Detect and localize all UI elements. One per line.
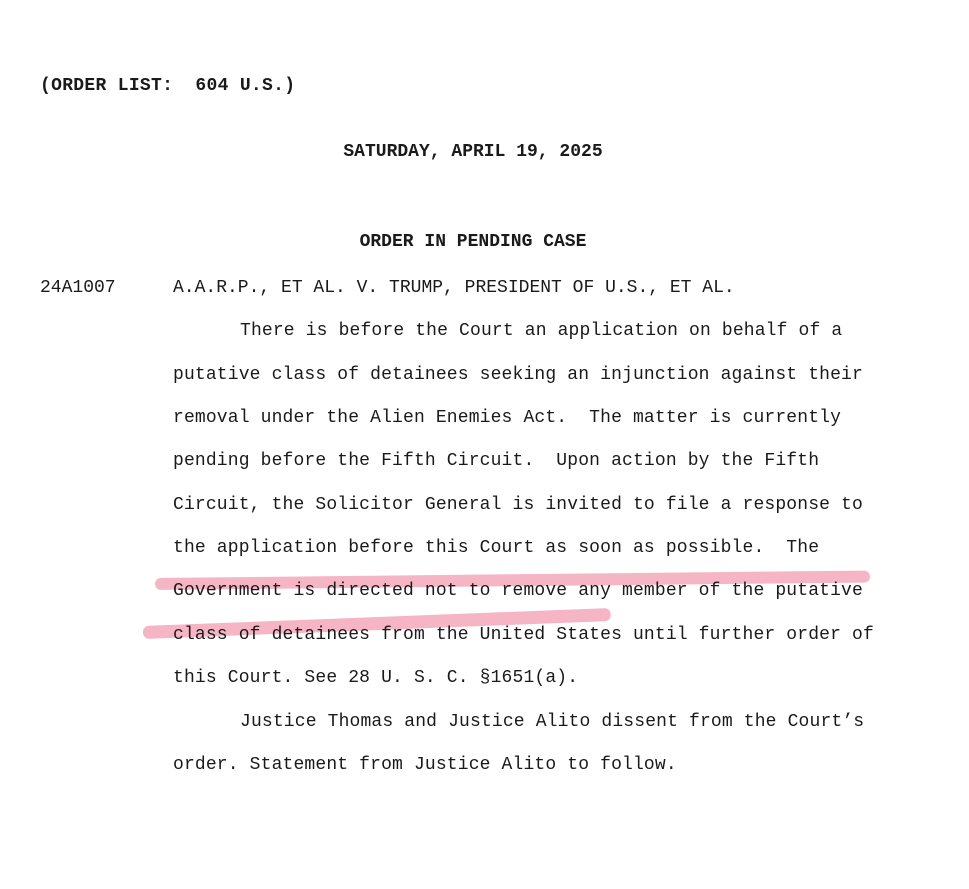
paragraph-line: Circuit, the Solicitor General is invited to file a response to	[173, 495, 863, 515]
paragraph-line: class of detainees from the United States until further order of	[173, 625, 874, 645]
date-heading: SATURDAY, APRIL 19, 2025	[343, 142, 603, 162]
paragraph-line: removal under the Alien Enemies Act. The matter is currently	[173, 408, 842, 428]
paragraph-line: Government is directed not to remove any member of the putative	[173, 581, 863, 601]
paragraph-line: pending before the Fifth Circuit. Upon action by the Fifth	[173, 451, 820, 471]
docket-number: 24A1007	[40, 278, 116, 298]
section-heading: ORDER IN PENDING CASE	[359, 232, 587, 252]
case-caption: A.A.R.P., ET AL. V. TRUMP, PRESIDENT OF U.S., ET AL.	[173, 278, 735, 298]
paragraph-line: There is before the Court an application on behalf of a	[240, 321, 843, 341]
paragraph-line: Justice Thomas and Justice Alito dissent from the Court’s	[240, 712, 865, 732]
order-list-header: (ORDER LIST: 604 U.S.)	[40, 76, 296, 96]
paragraph-line: order. Statement from Justice Alito to follow.	[173, 755, 677, 775]
paragraph-line: this Court. See 28 U. S. C. §1651(a).	[173, 668, 579, 688]
paragraph-line: putative class of detainees seeking an injunction against their	[173, 365, 863, 385]
paragraph-line: the application before this Court as soon as possible. The	[173, 538, 820, 558]
